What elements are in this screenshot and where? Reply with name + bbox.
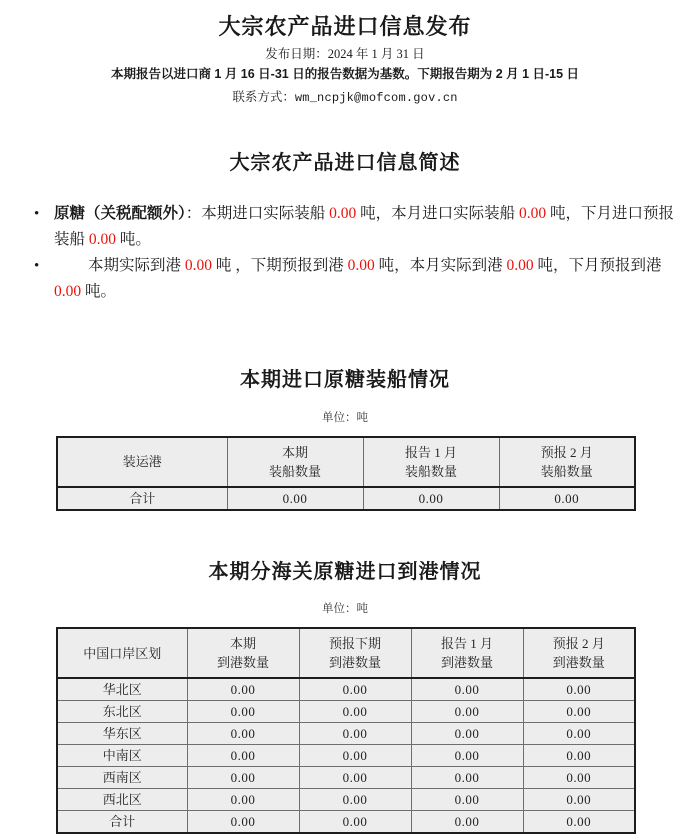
contact-label: 联系方式： xyxy=(232,90,295,104)
row-value: 0.00 xyxy=(411,811,523,834)
document-page xyxy=(0,13,690,838)
table-row xyxy=(57,745,635,767)
list-item xyxy=(0,253,690,305)
spacer xyxy=(0,511,690,555)
list-item xyxy=(0,201,690,253)
summary-bullet1-text1: ：本期进口实际装船 xyxy=(185,205,330,222)
arrival-table xyxy=(56,627,636,834)
table-row xyxy=(57,811,635,834)
col-header-1 xyxy=(227,437,363,487)
summary-bullet2-value1: 0.00 xyxy=(184,257,213,274)
row-value: 0.00 xyxy=(187,811,299,834)
summary-bullet1-text2: 吨，本月进口实际装船 xyxy=(356,205,520,222)
col-header-0-line1: 中国口岸区划 xyxy=(83,645,162,661)
document-title: 大宗农产品进口信息发布 xyxy=(218,14,472,39)
col-header-4 xyxy=(523,628,635,678)
summary-bullet2-value4: 0.00 xyxy=(54,283,82,300)
col-header-0-line1: 装运港 xyxy=(122,454,162,470)
table-row xyxy=(57,767,635,789)
row-value: 0.00 xyxy=(363,487,499,510)
shipping-table-wrapper xyxy=(56,436,634,511)
summary-bullet1-value3: 0.00 xyxy=(88,231,117,248)
col-header-1-line2: 到港数量 xyxy=(216,655,269,671)
row-label: 华东区 xyxy=(57,723,187,745)
publish-date: 发布日期：2024 年 1 月 31 日 xyxy=(265,47,425,61)
table-row xyxy=(57,701,635,723)
row-value: 0.00 xyxy=(187,678,299,701)
row-value: 0.00 xyxy=(299,767,411,789)
row-label: 东北区 xyxy=(57,701,187,723)
col-header-2 xyxy=(299,628,411,678)
row-value: 0.00 xyxy=(411,678,523,701)
row-value: 0.00 xyxy=(523,723,635,745)
col-header-1-line1: 本期 xyxy=(229,636,256,652)
col-header-4-line1: 预报 2 月 xyxy=(552,636,605,652)
row-label: 华北区 xyxy=(57,678,187,701)
col-header-3 xyxy=(499,437,635,487)
row-value: 0.00 xyxy=(523,789,635,811)
col-header-2-line1: 报告 1 月 xyxy=(404,444,457,460)
row-value: 0.00 xyxy=(523,701,635,723)
col-header-2-line2: 到港数量 xyxy=(328,655,381,671)
col-header-1-line2: 装船数量 xyxy=(268,463,321,479)
row-label: 合计 xyxy=(57,811,187,834)
shipping-table xyxy=(56,436,636,511)
table-header-row xyxy=(57,437,635,487)
col-header-2-line2: 装船数量 xyxy=(404,463,457,479)
row-value: 0.00 xyxy=(299,701,411,723)
summary-bullet1-text4: 吨。 xyxy=(116,231,151,248)
col-header-3-line1: 预报 2 月 xyxy=(540,444,593,460)
row-value: 0.00 xyxy=(299,745,411,767)
summary-bullet2-value2: 0.00 xyxy=(347,257,375,274)
table-header-row xyxy=(57,628,635,678)
contact-email: wm_ncpjk@mofcom.gov.cn xyxy=(294,91,458,105)
row-value: 0.00 xyxy=(187,745,299,767)
arrival-table-heading: 本期分海关原糖进口到港情况 xyxy=(208,560,482,583)
row-label: 西北区 xyxy=(57,789,187,811)
row-value: 0.00 xyxy=(187,767,299,789)
row-value: 0.00 xyxy=(411,789,523,811)
row-value: 0.00 xyxy=(523,745,635,767)
row-label: 合计 xyxy=(57,487,227,510)
row-value: 0.00 xyxy=(299,789,411,811)
col-header-2 xyxy=(363,437,499,487)
row-value: 0.00 xyxy=(187,701,299,723)
summary-bullet2-text2: 吨 ，下期预报到港 xyxy=(212,257,348,274)
summary-bullet2-text1: 本期实际到港 xyxy=(88,257,185,274)
col-header-3 xyxy=(411,628,523,678)
row-value: 0.00 xyxy=(227,487,363,510)
report-period-notice: 本期报告以进口商 1 月 16 日-31 日的报告数据为基数。下期报告期为 2 月 1 日-15 日 xyxy=(110,67,580,81)
col-header-1-line1: 本期 xyxy=(281,444,308,460)
table-row xyxy=(57,789,635,811)
col-header-3-line1: 报告 1 月 xyxy=(440,636,493,652)
row-value: 0.00 xyxy=(499,487,635,510)
summary-bullet1-value1: 0.00 xyxy=(329,205,357,222)
summary-bullet2-text5: 吨。 xyxy=(81,283,117,300)
row-value: 0.00 xyxy=(299,811,411,834)
col-header-3-line2: 到港数量 xyxy=(440,655,493,671)
summary-list xyxy=(0,201,690,305)
col-header-0 xyxy=(57,628,187,678)
spacer xyxy=(0,305,690,363)
row-value: 0.00 xyxy=(523,811,635,834)
row-value: 0.00 xyxy=(411,701,523,723)
col-header-0 xyxy=(57,437,227,487)
arrival-table-wrapper xyxy=(56,627,634,834)
summary-bullet2-text3: 吨，本月实际到港 xyxy=(374,257,507,274)
contact-line xyxy=(0,87,690,108)
col-header-3-line2: 装船数量 xyxy=(540,463,593,479)
row-value: 0.00 xyxy=(411,745,523,767)
summary-bullet1-value2: 0.00 xyxy=(519,205,547,222)
col-header-2-line1: 预报下期 xyxy=(328,636,381,652)
summary-bullet1-text3: 吨，下月进口预报装船 xyxy=(54,205,675,248)
row-value: 0.00 xyxy=(411,767,523,789)
row-value: 0.00 xyxy=(299,723,411,745)
arrival-table-unit: 单位：吨 xyxy=(322,603,368,616)
summary-heading: 大宗农产品进口信息简述 xyxy=(229,152,461,174)
col-header-4-line2: 到港数量 xyxy=(552,655,605,671)
row-value: 0.00 xyxy=(187,789,299,811)
row-value: 0.00 xyxy=(523,678,635,701)
row-label: 中南区 xyxy=(57,745,187,767)
table-row xyxy=(57,723,635,745)
table-row xyxy=(57,487,635,510)
summary-bullet2-text4: 吨，下月预报到港 xyxy=(533,257,662,274)
col-header-1 xyxy=(187,628,299,678)
summary-bullet1-lead: 原糖（关税配额外） xyxy=(54,205,186,222)
row-value: 0.00 xyxy=(187,723,299,745)
shipping-table-unit: 单位：吨 xyxy=(322,411,368,424)
row-value: 0.00 xyxy=(523,767,635,789)
row-label: 西南区 xyxy=(57,767,187,789)
table-row xyxy=(57,678,635,701)
row-value: 0.00 xyxy=(299,678,411,701)
shipping-table-heading: 本期进口原糖装船情况 xyxy=(240,369,450,391)
summary-bullet2-value3: 0.00 xyxy=(506,257,534,274)
row-value: 0.00 xyxy=(411,723,523,745)
